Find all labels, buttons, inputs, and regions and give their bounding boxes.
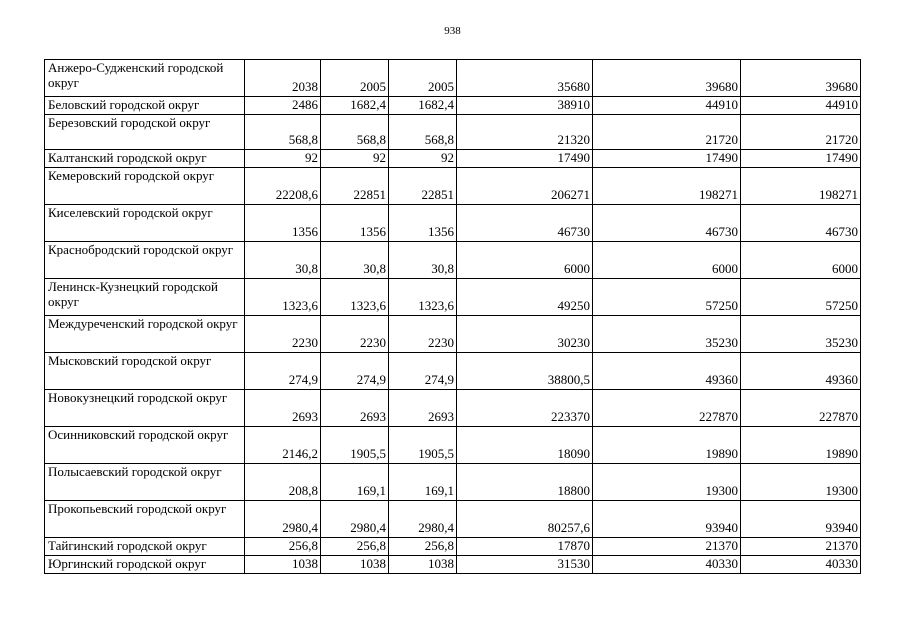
value-cell: 2693 bbox=[245, 390, 321, 427]
value-cell: 44910 bbox=[741, 97, 861, 115]
value-cell: 30,8 bbox=[321, 242, 389, 279]
value-cell: 1356 bbox=[321, 205, 389, 242]
municipality-name: Юргинский городской округ bbox=[45, 556, 245, 574]
municipality-name: Беловский городской округ bbox=[45, 97, 245, 115]
table-row bbox=[45, 556, 861, 574]
value-cell: 227870 bbox=[593, 390, 741, 427]
value-cell: 2230 bbox=[389, 316, 457, 353]
value-cell: 169,1 bbox=[389, 464, 457, 501]
municipality-name: Краснобродский городской округ bbox=[45, 242, 245, 279]
value-cell: 18090 bbox=[457, 427, 593, 464]
value-cell: 198271 bbox=[593, 168, 741, 205]
municipality-name: Тайгинский городской округ bbox=[45, 538, 245, 556]
value-cell: 80257,6 bbox=[457, 501, 593, 538]
municipality-name: Осинниковский городской округ bbox=[45, 427, 245, 464]
table-row bbox=[45, 316, 861, 353]
value-cell: 1323,6 bbox=[245, 279, 321, 316]
value-cell: 49360 bbox=[741, 353, 861, 390]
municipality-name: Киселевский городской округ bbox=[45, 205, 245, 242]
value-cell: 49360 bbox=[593, 353, 741, 390]
value-cell: 208,8 bbox=[245, 464, 321, 501]
table-row bbox=[45, 390, 861, 427]
table-row bbox=[45, 205, 861, 242]
value-cell: 2693 bbox=[389, 390, 457, 427]
value-cell: 169,1 bbox=[321, 464, 389, 501]
value-cell: 1682,4 bbox=[321, 97, 389, 115]
value-cell: 44910 bbox=[593, 97, 741, 115]
value-cell: 21370 bbox=[741, 538, 861, 556]
value-cell: 198271 bbox=[741, 168, 861, 205]
value-cell: 2693 bbox=[321, 390, 389, 427]
value-cell: 2146,2 bbox=[245, 427, 321, 464]
value-cell: 6000 bbox=[457, 242, 593, 279]
value-cell: 35230 bbox=[593, 316, 741, 353]
page-number: 938 bbox=[444, 25, 461, 37]
value-cell: 206271 bbox=[457, 168, 593, 205]
municipality-name: Полысаевский городской округ bbox=[45, 464, 245, 501]
value-cell: 92 bbox=[245, 150, 321, 168]
table-row bbox=[45, 115, 861, 150]
value-cell: 40330 bbox=[593, 556, 741, 574]
value-cell: 21720 bbox=[593, 115, 741, 150]
value-cell: 1038 bbox=[321, 556, 389, 574]
value-cell: 46730 bbox=[741, 205, 861, 242]
budget-table bbox=[44, 59, 861, 574]
value-cell: 256,8 bbox=[321, 538, 389, 556]
value-cell: 2230 bbox=[245, 316, 321, 353]
value-cell: 568,8 bbox=[389, 115, 457, 150]
municipality-name: Междуреченский городской округ bbox=[45, 316, 245, 353]
table-row bbox=[45, 427, 861, 464]
value-cell: 2005 bbox=[321, 60, 389, 97]
value-cell: 568,8 bbox=[321, 115, 389, 150]
value-cell: 1323,6 bbox=[389, 279, 457, 316]
value-cell: 17490 bbox=[457, 150, 593, 168]
value-cell: 1905,5 bbox=[389, 427, 457, 464]
value-cell: 39680 bbox=[741, 60, 861, 97]
value-cell: 1038 bbox=[245, 556, 321, 574]
value-cell: 18800 bbox=[457, 464, 593, 501]
value-cell: 22208,6 bbox=[245, 168, 321, 205]
value-cell: 256,8 bbox=[245, 538, 321, 556]
value-cell: 39680 bbox=[593, 60, 741, 97]
table-row bbox=[45, 242, 861, 279]
value-cell: 57250 bbox=[593, 279, 741, 316]
value-cell: 30,8 bbox=[389, 242, 457, 279]
value-cell: 38910 bbox=[457, 97, 593, 115]
value-cell: 35230 bbox=[741, 316, 861, 353]
value-cell: 22851 bbox=[321, 168, 389, 205]
value-cell: 227870 bbox=[741, 390, 861, 427]
value-cell: 2980,4 bbox=[321, 501, 389, 538]
value-cell: 6000 bbox=[593, 242, 741, 279]
value-cell: 6000 bbox=[741, 242, 861, 279]
municipality-name: Мысковский городской округ bbox=[45, 353, 245, 390]
table-row bbox=[45, 538, 861, 556]
value-cell: 21720 bbox=[741, 115, 861, 150]
value-cell: 49250 bbox=[457, 279, 593, 316]
value-cell: 1356 bbox=[245, 205, 321, 242]
municipality-name: Прокопьевский городской округ bbox=[45, 501, 245, 538]
value-cell: 1323,6 bbox=[321, 279, 389, 316]
value-cell: 17490 bbox=[593, 150, 741, 168]
value-cell: 17490 bbox=[741, 150, 861, 168]
value-cell: 38800,5 bbox=[457, 353, 593, 390]
municipality-name: Новокузнецкий городской округ bbox=[45, 390, 245, 427]
table-row bbox=[45, 60, 861, 97]
value-cell: 35680 bbox=[457, 60, 593, 97]
value-cell: 19300 bbox=[593, 464, 741, 501]
municipality-name: Анжеро-Судженский городской округ bbox=[45, 60, 245, 97]
value-cell: 1038 bbox=[389, 556, 457, 574]
value-cell: 274,9 bbox=[245, 353, 321, 390]
value-cell: 223370 bbox=[457, 390, 593, 427]
value-cell: 19300 bbox=[741, 464, 861, 501]
value-cell: 31530 bbox=[457, 556, 593, 574]
value-cell: 57250 bbox=[741, 279, 861, 316]
value-cell: 17870 bbox=[457, 538, 593, 556]
municipality-name: Калтанский городской округ bbox=[45, 150, 245, 168]
value-cell: 2038 bbox=[245, 60, 321, 97]
value-cell: 2230 bbox=[321, 316, 389, 353]
value-cell: 2486 bbox=[245, 97, 321, 115]
value-cell: 568,8 bbox=[245, 115, 321, 150]
value-cell: 2980,4 bbox=[245, 501, 321, 538]
value-cell: 274,9 bbox=[321, 353, 389, 390]
value-cell: 22851 bbox=[389, 168, 457, 205]
table-row bbox=[45, 279, 861, 316]
value-cell: 21370 bbox=[593, 538, 741, 556]
table-row bbox=[45, 353, 861, 390]
value-cell: 40330 bbox=[741, 556, 861, 574]
table-row bbox=[45, 464, 861, 501]
value-cell: 19890 bbox=[593, 427, 741, 464]
municipality-name: Ленинск-Кузнецкий городской округ bbox=[45, 279, 245, 316]
table-row bbox=[45, 97, 861, 115]
value-cell: 92 bbox=[389, 150, 457, 168]
municipality-name: Березовский городской округ bbox=[45, 115, 245, 150]
municipality-name: Кемеровский городской округ bbox=[45, 168, 245, 205]
value-cell: 2005 bbox=[389, 60, 457, 97]
table-row bbox=[45, 501, 861, 538]
value-cell: 21320 bbox=[457, 115, 593, 150]
value-cell: 19890 bbox=[741, 427, 861, 464]
value-cell: 1682,4 bbox=[389, 97, 457, 115]
value-cell: 274,9 bbox=[389, 353, 457, 390]
value-cell: 46730 bbox=[457, 205, 593, 242]
value-cell: 30230 bbox=[457, 316, 593, 353]
value-cell: 1905,5 bbox=[321, 427, 389, 464]
value-cell: 2980,4 bbox=[389, 501, 457, 538]
value-cell: 93940 bbox=[741, 501, 861, 538]
table-body bbox=[45, 60, 861, 574]
value-cell: 1356 bbox=[389, 205, 457, 242]
value-cell: 256,8 bbox=[389, 538, 457, 556]
value-cell: 30,8 bbox=[245, 242, 321, 279]
value-cell: 92 bbox=[321, 150, 389, 168]
value-cell: 93940 bbox=[593, 501, 741, 538]
table-row bbox=[45, 168, 861, 205]
table-row bbox=[45, 150, 861, 168]
value-cell: 46730 bbox=[593, 205, 741, 242]
